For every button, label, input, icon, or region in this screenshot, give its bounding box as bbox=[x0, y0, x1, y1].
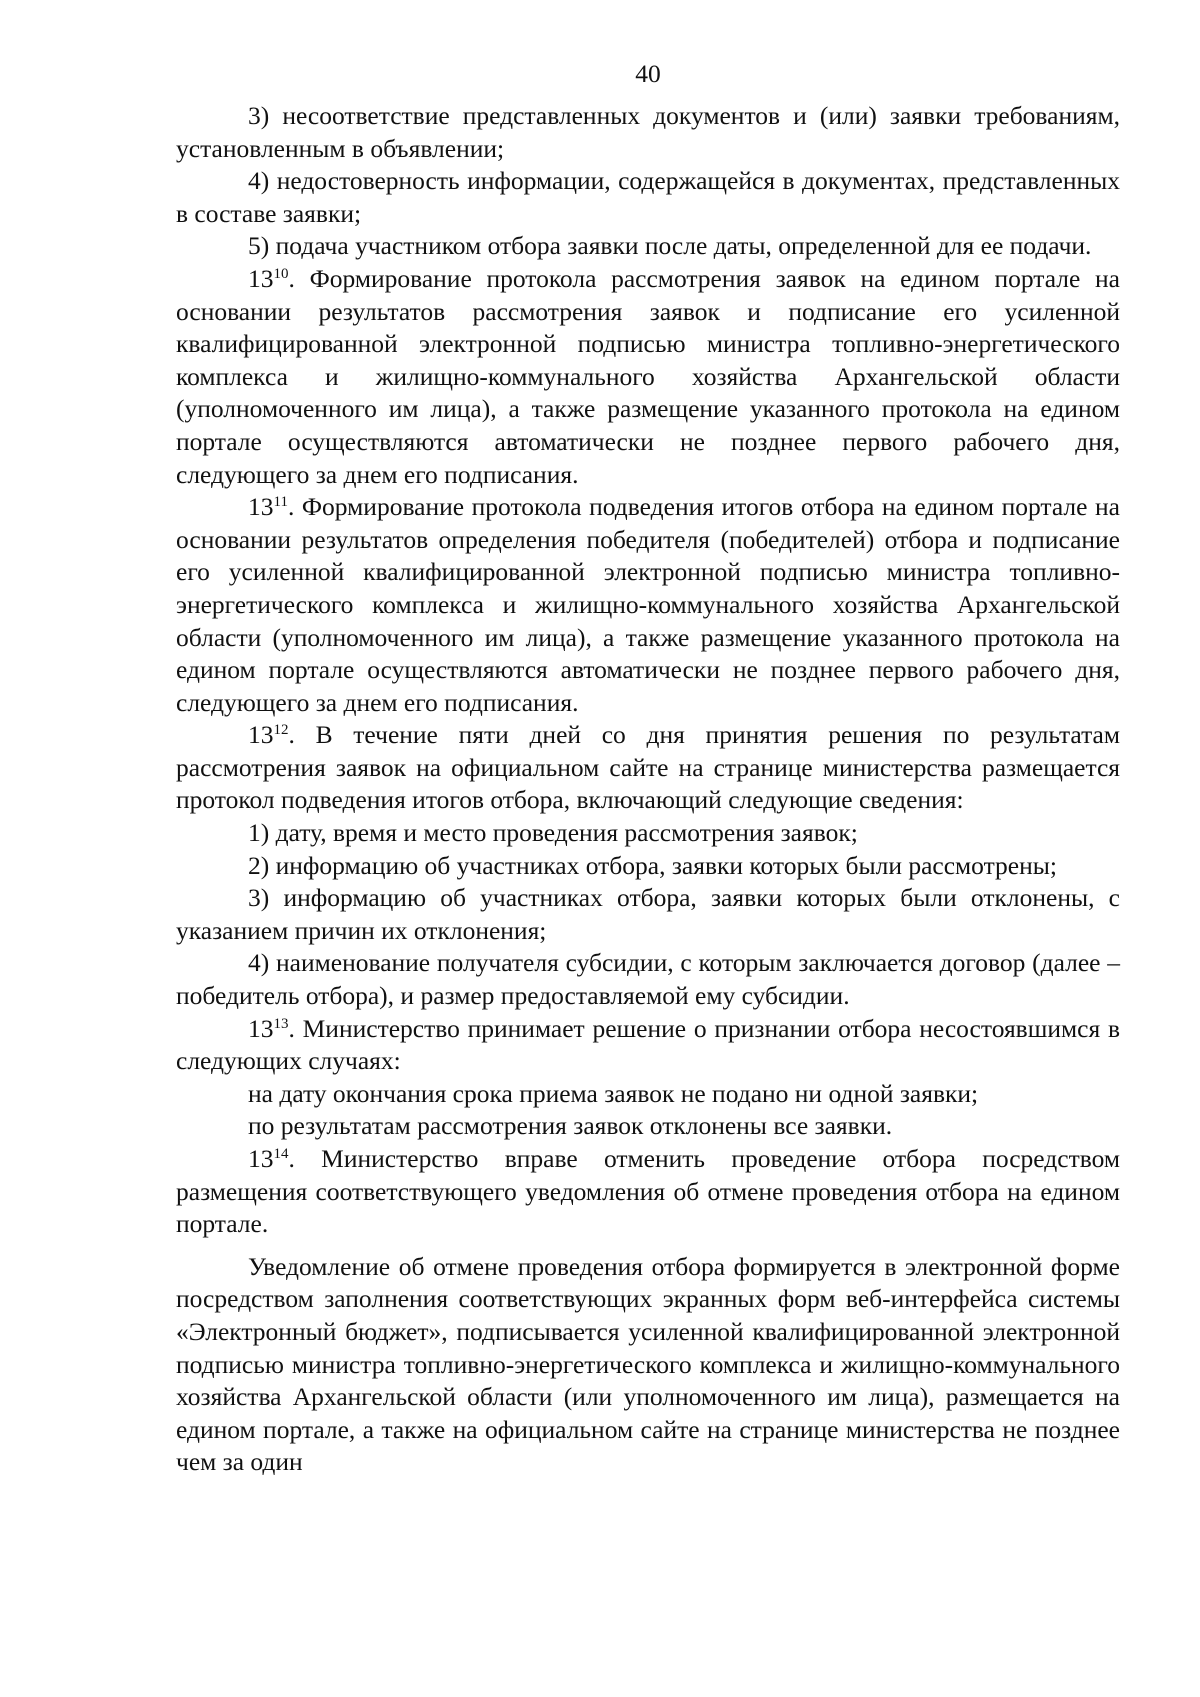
paragraph-13-11: $13^{11}$. Формирование протокола подведения итогов отбора на едином портале на основании результатов определения победителя (победителей) отбора и подписание его усиленной квалифицированной электронной подписью министра топливно-энергетического комплекса и жилищно-коммунального хозяйства Архангельской области (уполномоченного им лица), а также размещение указанного протокола на едином портале осуществляются автоматически не позднее первого рабочего дня, следующего за днем его подписания. bbox=[176, 492, 1120, 717]
clause-number: $13^{12}$ bbox=[248, 720, 289, 750]
paragraph-13-12: $13^{12}$. В течение пяти дней со дня принятия решения по результатам рассмотрения заявок на официальном сайте на странице министерства размещается протокол подведения итогов отбора, включающий следующие сведения: bbox=[176, 720, 1120, 815]
paragraph-item-4: 4) недостоверность информации, содержащейся в документах, представленных в составе заявки; bbox=[176, 166, 1120, 228]
clause-number: $13^{13}$ bbox=[248, 1013, 289, 1043]
clause-number: $13^{11}$ bbox=[248, 492, 288, 522]
paragraph-13-14: $13^{14}$. Министерство вправе отменить проведение отбора посредством размещения соответствующего уведомления об отмене проведения отбора на едином портале. bbox=[176, 1144, 1120, 1239]
paragraph-13-10: $13^{10}$. Формирование протокола рассмотрения заявок на едином портале на основании результатов рассмотрения заявок и подписание его усиленной квалифицированной электронной подписью министра топливно-энергетического комплекса и жилищно-коммунального хозяйства Архангельской области (уполномоченного им лица), а также размещение указанного протокола на едином портале осуществляются автоматически не позднее первого рабочего дня, следующего за днем его подписания. bbox=[176, 263, 1120, 489]
clause-number: $13^{10}$ bbox=[248, 263, 289, 293]
paragraph-item-3: 3) несоответствие представленных документов и (или) заявки требованиям, установленным в объявлении; bbox=[176, 101, 1120, 163]
paragraph-list-3: 3) информацию об участниках отбора, заявки которых были отклонены, с указанием причин их отклонения; bbox=[176, 883, 1120, 945]
clause-number: $13^{14}$ bbox=[248, 1144, 289, 1173]
paragraph-list-1: 1) дату, время и место проведения рассмотрения заявок; bbox=[248, 818, 858, 848]
paragraph-item-5: 5) подача участником отбора заявки после даты, определенной для ее подачи. bbox=[248, 231, 1092, 261]
paragraph-case-2: по результатам рассмотрения заявок отклонены все заявки. bbox=[248, 1111, 893, 1141]
paragraph-list-4: 4) наименование получателя субсидии, с которым заключается договор (далее – победитель отбора), и размер предоставляемой ему субсидии. bbox=[176, 948, 1120, 1011]
paragraph-case-1: на дату окончания срока приема заявок не подано ни одной заявки; bbox=[248, 1078, 979, 1108]
page-number: 40 bbox=[635, 59, 661, 88]
paragraph-list-2: 2) информацию об участниках отбора, заявки которых были рассмотрены; bbox=[248, 850, 1057, 880]
paragraph-13-13: $13^{13}$. Министерство принимает решение о признании отбора несостоявшимся в следующих случаях: bbox=[176, 1013, 1120, 1076]
paragraph-notice: Уведомление об отмене проведения отбора формируется в электронной форме посредством заполнения соответствующих экранных форм веб-интерфейса системы «Электронный бюджет», подписывается усиленной квалифицированной электронной подписью министра топливно-энергетического комплекса и жилищно-коммунального хозяйства Архангельской области (или уполномоченного им лица), размещается на едином портале, а также на официальном сайте на странице министерства не позднее чем за один bbox=[176, 1251, 1120, 1477]
